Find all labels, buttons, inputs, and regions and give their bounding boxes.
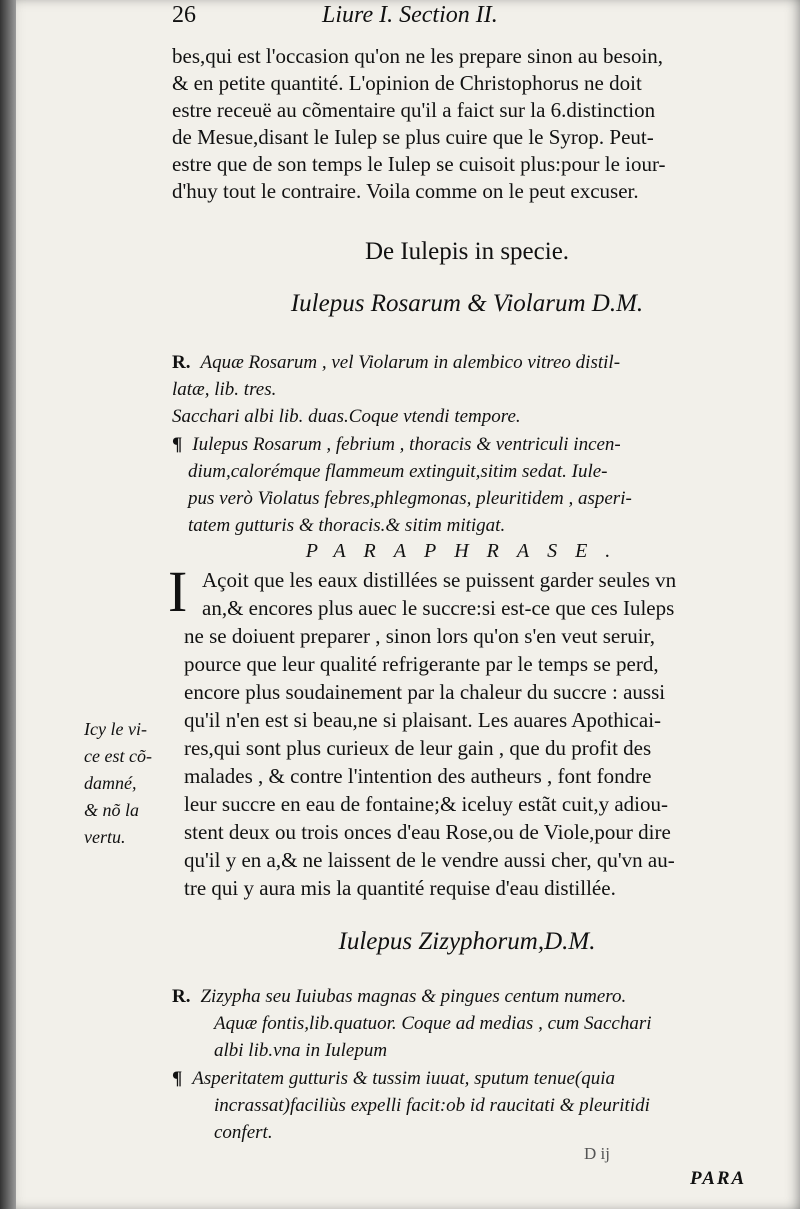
recipe-symbol-icon: R. xyxy=(172,986,191,1007)
recipe-line: latæ, lib. tres. xyxy=(172,379,277,400)
margin-note xyxy=(84,716,168,851)
paraphrase-line: stent deux ou trois onces d'eau Rose,ou de Viole,pour dire xyxy=(184,820,671,844)
recipe-line: Aquæ fontis,lib.quatuor. Coque ad medias , cum Sacchari xyxy=(214,1013,652,1034)
recipe-text: Zizypha seu Iuiubas magnas & pingues centum numero. xyxy=(200,986,627,1007)
catchword: PARA xyxy=(690,1168,747,1189)
margin-note-line: ce est cõ- xyxy=(84,746,152,766)
recipe-title-rosarum: Iulepus Rosarum & Violarum D.M. xyxy=(290,290,644,317)
paraphrase-line: leur succre en eau de fontaine;& iceluy estãt cuit,y adiou- xyxy=(184,792,668,816)
pilcrow-icon: ¶ xyxy=(172,1068,183,1089)
recipe-note-line: dium,calorémque flammeum extinguit,sitim sedat. Iule- xyxy=(188,461,608,482)
margin-note-line: & nõ la xyxy=(84,800,140,820)
paraphrase-line: pource que leur qualité refrigerante par le temps se perd, xyxy=(184,652,659,676)
signature-mark: D ij xyxy=(584,1144,610,1163)
recipe-note-line xyxy=(172,432,772,458)
paraphrase-line: Açoit que les eaux distillées se puissent garder seules vn xyxy=(202,568,677,592)
page-gutter-shadow xyxy=(0,0,16,1209)
paraphrase-line: qu'il y en a,& ne laissent de le vendre aussi cher, qu'vn au- xyxy=(184,848,675,872)
paraphrase-line: malades , & contre l'intention des autheurs , font fondre xyxy=(184,764,652,788)
recipe-line xyxy=(172,984,772,1010)
recipe-line: Sacchari albi lib. duas.Coque vtendi tempore. xyxy=(172,406,521,427)
paraphrase-line: an,& encores plus auec le succre:si est-ce que ces Iuleps xyxy=(202,596,675,620)
paraphrase-line: res,qui sont plus curieux de leur gain , que du profit des xyxy=(184,736,652,760)
pilcrow-icon: ¶ xyxy=(172,434,183,455)
intro-line: d'huy tout le contraire. Voila comme on le peut excuser. xyxy=(172,179,639,203)
paraphrase-line: ne se doiuent preparer , sinon lors qu'on s'en veut seruir, xyxy=(184,624,655,648)
margin-note-line: vertu. xyxy=(84,827,126,847)
intro-line: bes,qui est l'occasion qu'on ne les prepare sinon au besoin, xyxy=(172,44,664,68)
recipe-note-line: confert. xyxy=(214,1122,273,1143)
intro-line: & en petite quantité. L'opinion de Christophorus ne doit xyxy=(172,71,642,95)
recipe-text: Aquæ Rosarum , vel Violarum in alembico vitreo distil- xyxy=(200,352,621,373)
recipe-title-zizyphorum: Iulepus Zizyphorum,D.M. xyxy=(338,928,596,955)
recipe-symbol-icon: R. xyxy=(172,352,191,373)
intro-line: estre que de son temps le Iulep se cuisoit plus:pour le iour- xyxy=(172,152,666,176)
recipe-note-text: Asperitatem gutturis & tussim iuuat, sputum tenue(quia xyxy=(192,1068,616,1089)
recipe-note-line xyxy=(172,1066,772,1092)
recipe-line: albi lib.vna in Iulepum xyxy=(214,1040,388,1061)
paraphrase-title: PARAPHRASE. xyxy=(305,540,629,562)
drop-cap: I xyxy=(168,559,188,624)
margin-note-line: Icy le vi- xyxy=(84,719,147,739)
margin-note-line: damné, xyxy=(84,773,137,793)
paraphrase-line: encore plus soudainement par la chaleur du succre : aussi xyxy=(184,680,666,704)
recipe-line xyxy=(172,350,772,376)
intro-line: de Mesue,disant le Iulep se plus cuire que le Syrop. Peut- xyxy=(172,125,654,149)
recipe-note-line: pus verò Violatus febres,phlegmonas, pleuritidem , asperi- xyxy=(188,488,632,509)
paraphrase-line: tre qui y aura mis la quantité requise d'eau distillée. xyxy=(184,876,616,900)
section-heading: De Iulepis in specie. xyxy=(364,238,570,265)
running-title: Liure I. Section II. xyxy=(322,2,498,28)
recipe-note-line: incrassat)faciliùs expelli facit:ob id raucitati & pleuritidi xyxy=(214,1095,650,1116)
page-number: 26 xyxy=(172,2,196,28)
intro-line: estre receuë au cõmentaire qu'il a faict sur la 6.distinction xyxy=(172,98,656,122)
paraphrase-line: qu'il n'en est si beau,ne si plaisant. Les auares Apothicai- xyxy=(184,708,662,732)
recipe-note-text: Iulepus Rosarum , febrium , thoracis & ventriculi incen- xyxy=(192,434,621,455)
recipe-note-line: tatem gutturis & thoracis.& sitim mitigat. xyxy=(188,515,506,536)
